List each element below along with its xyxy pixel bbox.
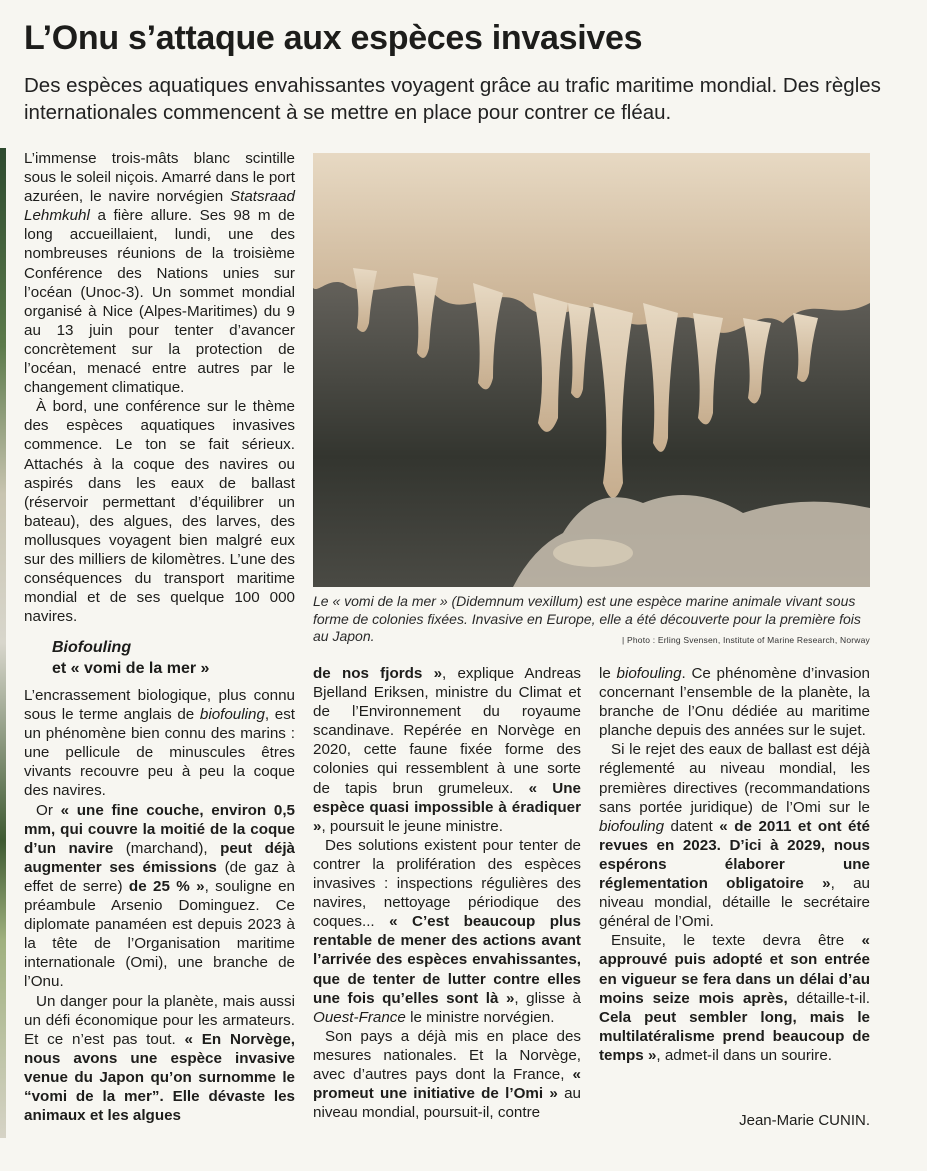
ship-name: Statsraad Lehmkuhl (24, 188, 295, 225)
column-1-continued (24, 686, 295, 1125)
paragraph-5-continued: de nos fjords », explique Andreas Bjelland Eriksen, ministre du Climat et de l’Environnement du royaume scandinave. Repérée en Norvège en 2020, cette faune fixée forme des colonies qui ressemblent à une sorte de tapis brun grumeleux. « Une espèce quasi impossible à éradiquer », poursuit le jeune ministre. (313, 665, 582, 835)
page-edge-strip (0, 148, 6, 1138)
subheading-line-2: et « vomi de la mer » (52, 660, 210, 677)
paragraph-4: Or « une fine couche, environ 0,5 mm, qui couvre la moitié de la coque d’un navire (marchand), peut déjà augmenter ses émissions (de gaz à effet de serre) de 25 % », souligne en préambule Arsenio Dominguez. Ce diplomate panaméen est depuis 2023 à la tête de l’Organisation maritime internationale (Omi), une branche de l’Onu. (24, 801, 295, 991)
subheading-line-1: Biofouling (52, 639, 132, 656)
byline: Jean-Marie CUNIN. (739, 1112, 870, 1129)
paragraph-5: Un danger pour la planète, mais aussi un défi économique pour les armateurs. Et ce n’est pas tout. « En Norvège, nous avons une espèce invasive venue du Japon qu’on surnomme le “vomi de la mer”. Elle dévaste les animaux et les algues (24, 992, 295, 1125)
paragraph-1: L’immense trois-mâts blanc scintille sous le soleil niçois. Amarré dans le port azuréen, le navire norvégien Statsraad Lehmkuhl a fière allure. Ses 98 m de long accueillaient, lundi, une des nombreuses réunions de la troisième Conférence des Nations unies sur l’océan (Unoc-3). Un sommet mondial organisé à Nice (Alpes-Maritimes) du 9 au 13 juin pour tenter d’avancer concrètement sur la protection de l’océan, menacé entre autres par le changement climatique. (24, 150, 295, 397)
paragraph-8: Si le rejet des eaux de ballast est déjà réglementé au niveau mondial, les premières directives (recommandations sans portée juridique) de l’Omi sur le biofouling datent « de 2011 et ont été revues en 2023. D’ici à 2029, nous espérons élaborer une réglementation obligatoire », au niveau mondial, détaille le secrétaire général de l’Omi. (599, 741, 870, 931)
headline: L’Onu s’attaque aux espèces invasives (24, 19, 643, 57)
lead-paragraph: Des espèces aquatiques envahissantes voyagent grâce au trafic maritime mondial. Des règles internationales commencent à se mettre en place pour contrer ce fléau. (24, 74, 881, 124)
paragraph-6: Des solutions existent pour tenter de contrer la prolifération des espèces invasives : inspections régulières des navires, nettoyage périodique des coques... « C’est beaucoup plus rentable de mener des actions avant l’arrivée des espèces envahissantes, que de tenter de lutter contre elles une fois qu’elles sont là », glisse à Ouest-France le ministre norvégien. (313, 836, 581, 1026)
column-2 (313, 664, 581, 1122)
paragraph-7-continued: le biofouling. Ce phénomène d’invasion concernant l’ensemble de la planète, la branche de l’Onu dédiée au maritime planche depuis des années sur le sujet. (599, 665, 871, 740)
photo-caption: Le « vomi de la mer » (Didemnum vexillum) est une espèce marine animale vivant sous forme de colonies fixées. Invasive en Europe, elle a été découverte pour la première fois au Japon. (313, 593, 861, 644)
paragraph-2: À bord, une conférence sur le thème des espèces aquatiques invasives commence. Le ton se fait sérieux. Attachés à la coque des navires ou aspirés dans les eaux de ballast (réservoir permettant d’équilibrer un bateau), des algues, des larves, des mollusques voyagent bien malgré eux sur des milliers de kilomètres. L’une des conséquences du transport maritime mondial et de ses quelque 100 000 navires. (24, 398, 295, 626)
colony-photo-illustration (313, 153, 870, 587)
paragraph-7: Son pays a déjà mis en place des mesures nationales. Et la Norvège, avec d’autres pays dont la France, « promeut une initiative de l’Omi » au niveau mondial, poursuit-il, contre (313, 1027, 581, 1122)
photo-credit: | Photo : Erling Svensen, Institute of Marine Research, Norway (622, 635, 870, 645)
photo-sea-vomit-colony (313, 153, 870, 587)
subheading (52, 637, 292, 679)
paragraph-3: L’encrassement biologique, plus connu sous le terme anglais de biofouling, est un phénomène bien connu des marins : une pellicule de minuscules êtres vivants recouvre peu à peu la coque des navires. (24, 687, 296, 800)
column-3 (599, 664, 870, 1065)
paragraph-9: Ensuite, le texte devra être « approuvé puis adopté et son entrée en vigueur se fera dans un délai d’au moins seize mois après, détaille-t-il. Cela peut sembler long, mais le multilatéralisme prend beaucoup de temps », admet-il dans un sourire. (599, 932, 870, 1064)
column-1 (24, 149, 295, 626)
